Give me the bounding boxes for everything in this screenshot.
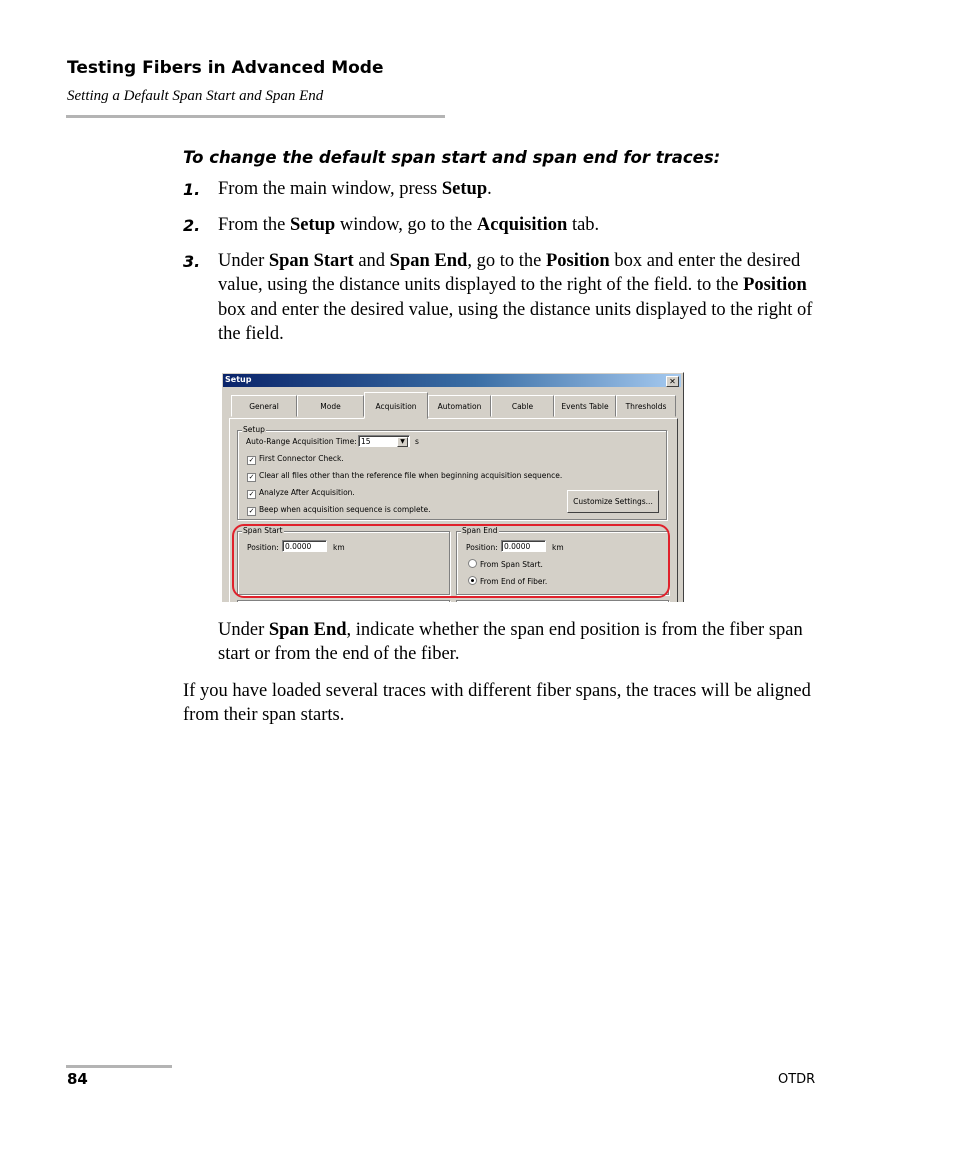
step-text: Under Span Start and Span End, go to the Position box and enter the desired value, using the distance units displayed to the right of the field. to the Position box and enter the desired value, using the distance units displayed to the right of the field.: [218, 251, 813, 344]
auto-range-label: Auto-Range Acquisition Time:: [246, 437, 357, 446]
step-number: 1.: [183, 180, 201, 199]
auto-range-value: 15: [361, 437, 371, 446]
page-number: 84: [67, 1070, 88, 1088]
span-end-position-label: Position:: [466, 543, 498, 552]
dialog-title: Setup: [225, 375, 252, 384]
tab-cable[interactable]: Cable: [491, 395, 554, 417]
cropped-group: [237, 600, 450, 602]
checkbox-clear-files[interactable]: ✓ Clear all files other than the reference file when beginning acquisition sequence.: [248, 471, 563, 481]
span-end-position-input[interactable]: 0.0000: [501, 540, 546, 552]
checkbox-beep[interactable]: ✓ Beep when acquisition sequence is complete.: [248, 505, 431, 515]
tab-automation[interactable]: Automation: [428, 395, 491, 417]
header-divider: [66, 115, 445, 118]
customize-settings-button[interactable]: Customize Settings...: [567, 490, 659, 513]
checkbox-first-connector[interactable]: ✓ First Connector Check.: [248, 454, 344, 464]
span-start-unit: km: [333, 543, 345, 552]
span-start-label: Span Start: [243, 526, 283, 535]
tab-acquisition[interactable]: Acquisition: [364, 392, 428, 419]
checkbox-checked-icon[interactable]: ✓: [248, 507, 255, 515]
procedure-heading: To change the default span start and span end for traces:: [183, 148, 721, 167]
span-start-position-input[interactable]: 0.0000: [282, 540, 327, 552]
span-end-unit: km: [552, 543, 564, 552]
step-number: 3.: [183, 252, 201, 271]
checkbox-checked-icon[interactable]: ✓: [248, 490, 255, 498]
product-name: OTDR: [778, 1072, 816, 1087]
span-end-instruction: Under Span End, indicate whether the span end position is from the fiber span start or from the end of the fiber.: [218, 620, 803, 665]
tab-thresholds[interactable]: Thresholds: [616, 395, 676, 417]
footer-divider: [66, 1065, 172, 1068]
checkbox-checked-icon[interactable]: ✓: [248, 473, 255, 481]
step-text: From the Setup window, go to the Acquisition tab.: [218, 215, 600, 235]
step-number: 2.: [183, 216, 201, 235]
span-end-label: Span End: [462, 526, 498, 535]
tab-general[interactable]: General: [231, 395, 297, 417]
cropped-group: [456, 600, 669, 602]
radio-from-end-of-fiber[interactable]: From End of Fiber.: [468, 576, 547, 586]
highlight-oval: [232, 524, 670, 598]
running-header-title: Testing Fibers in Advanced Mode: [67, 58, 384, 78]
dialog-titlebar: [223, 374, 681, 387]
checkbox-analyze-after[interactable]: ✓ Analyze After Acquisition.: [248, 488, 355, 498]
close-icon[interactable]: ✕: [666, 376, 679, 387]
tab-mode[interactable]: Mode: [297, 395, 364, 417]
radio-from-span-start[interactable]: From Span Start.: [468, 559, 543, 569]
span-start-position-label: Position:: [247, 543, 279, 552]
setup-group-label: Setup: [243, 425, 265, 434]
checkbox-checked-icon[interactable]: ✓: [248, 456, 255, 464]
auto-range-select[interactable]: [358, 435, 410, 447]
step-text: From the main window, press Setup.: [218, 179, 492, 199]
auto-range-unit: s: [415, 437, 419, 446]
tab-events-table[interactable]: Events Table: [554, 395, 616, 417]
chevron-down-icon[interactable]: ▼: [397, 437, 408, 447]
closing-note: If you have loaded several traces with different fiber spans, the traces will be aligned from their span starts.: [183, 681, 811, 726]
running-header-subtitle: Setting a Default Span Start and Span End: [67, 88, 324, 104]
